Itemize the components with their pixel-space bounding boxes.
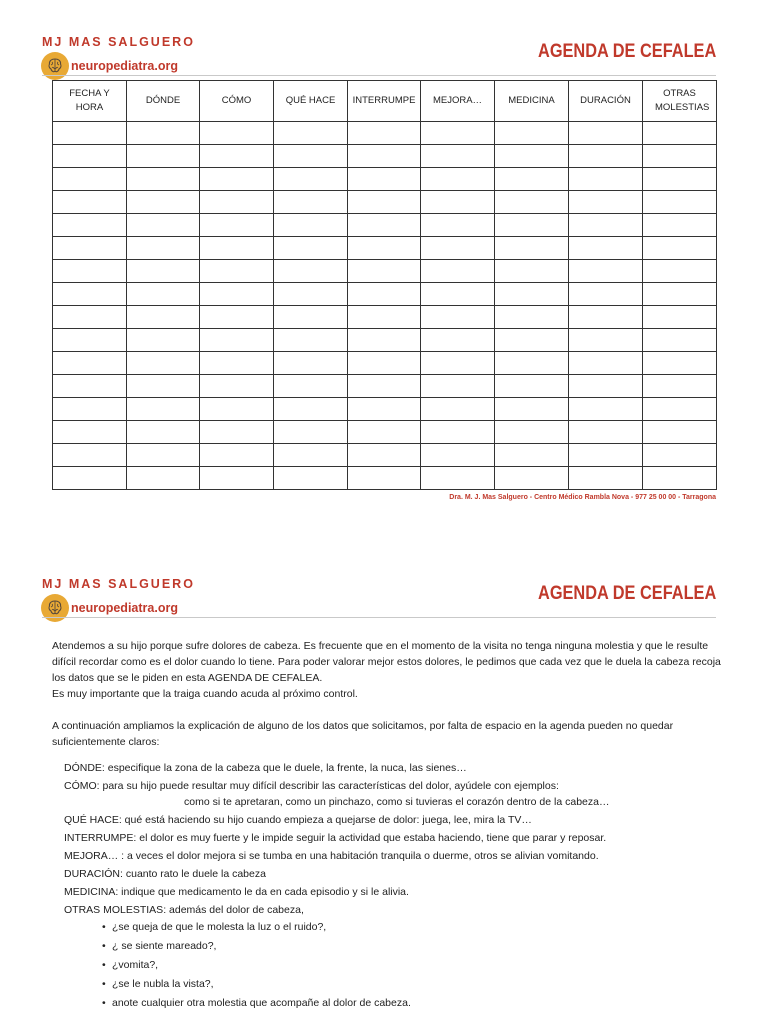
table-row — [53, 145, 717, 168]
table-cell[interactable] — [127, 237, 200, 260]
table-cell[interactable] — [274, 421, 348, 444]
explanation-paragraph: A continuación ampliamos la explicación de alguno de los datos que solicitamos, por falta de espacio en la agenda pueden no quedar suficientemente claros: — [52, 720, 674, 748]
term: OTRAS MOLESTIAS — [64, 904, 164, 916]
table-cell[interactable] — [569, 283, 643, 306]
symptom-text: ¿se queja de que le molesta la luz o el ruido?, — [112, 921, 327, 933]
table-cell[interactable] — [127, 467, 200, 490]
table-row — [53, 122, 717, 145]
table-cell[interactable] — [643, 214, 717, 237]
table-cell[interactable] — [495, 237, 569, 260]
list-item — [102, 937, 724, 956]
definition-text: : cuanto rato le duele la cabeza — [120, 868, 266, 880]
table-cell[interactable] — [127, 421, 200, 444]
table-cell[interactable] — [200, 329, 274, 352]
table-cell[interactable] — [348, 329, 421, 352]
table-cell[interactable] — [495, 122, 569, 145]
table-cell[interactable] — [495, 214, 569, 237]
table-cell[interactable] — [127, 214, 200, 237]
table-cell[interactable] — [127, 168, 200, 191]
table-cell[interactable] — [53, 168, 127, 191]
table-row — [53, 444, 717, 467]
column-header: CÓMO — [200, 81, 274, 122]
table-cell[interactable] — [53, 145, 127, 168]
table-cell[interactable] — [274, 329, 348, 352]
column-header: QUÉ HACE — [274, 81, 348, 122]
table-cell[interactable] — [127, 306, 200, 329]
como-examples: como si te apretaran, como un pinchazo, como si tuvieras el corazón dentro de la cabeza… — [184, 796, 610, 808]
table-row — [53, 329, 717, 352]
table-cell[interactable] — [348, 283, 421, 306]
definition-text: : qué está haciendo su hijo cuando empieza a quejarse de dolor: juega, lee, mira la TV… — [118, 814, 532, 826]
symptom-text: ¿vomita?, — [112, 959, 159, 971]
table-cell[interactable] — [569, 145, 643, 168]
table-cell[interactable] — [569, 352, 643, 375]
definitions-list — [64, 760, 724, 1013]
term: CÓMO — [64, 780, 97, 792]
table-cell[interactable] — [127, 352, 200, 375]
intro-paragraph: Atendemos a su hijo porque sufre dolores de cabeza. Es frecuente que en el momento de la visita no tenga ninguna molestia y que le resulte difícil recordar como es el dolor cuando lo tiene. Para poder valorar mejor estos dolores, le pedimos que cada vez que le duela la cabeza recoja los datos que se le piden en esta AGENDA DE CEFALEA. — [52, 640, 721, 684]
header-divider — [42, 617, 716, 618]
table-cell[interactable] — [569, 329, 643, 352]
column-header: OTRAS MOLESTIAS — [643, 81, 717, 122]
table-cell[interactable] — [643, 260, 717, 283]
table-cell[interactable] — [274, 122, 348, 145]
table-cell[interactable] — [274, 237, 348, 260]
table-row — [53, 421, 717, 444]
table-cell[interactable] — [643, 145, 717, 168]
column-header: INTERRUMPE — [348, 81, 421, 122]
table-cell[interactable] — [569, 444, 643, 467]
table-cell[interactable] — [200, 421, 274, 444]
page-title: AGENDA DE CEFALEA — [537, 583, 716, 604]
table-cell[interactable] — [274, 214, 348, 237]
definition-donde — [64, 760, 724, 776]
table-cell[interactable] — [569, 237, 643, 260]
header-divider — [42, 75, 716, 76]
table-cell[interactable] — [53, 329, 127, 352]
table-cell[interactable] — [643, 352, 717, 375]
table-cell[interactable] — [643, 329, 717, 352]
bullet-icon: • — [102, 959, 106, 971]
table-cell[interactable] — [643, 444, 717, 467]
table-cell[interactable] — [274, 191, 348, 214]
table-header-row — [53, 81, 717, 122]
table-cell[interactable] — [127, 329, 200, 352]
table-cell[interactable] — [200, 168, 274, 191]
definition-medicina — [64, 884, 724, 900]
definition-como — [64, 778, 724, 794]
table-cell[interactable] — [348, 191, 421, 214]
table-cell[interactable] — [274, 398, 348, 421]
table-cell[interactable] — [348, 145, 421, 168]
table-row — [53, 260, 717, 283]
brand-name: MJ MAS SALGUERO — [42, 577, 195, 591]
table-cell[interactable] — [495, 145, 569, 168]
table-cell[interactable] — [643, 421, 717, 444]
table-cell[interactable] — [495, 444, 569, 467]
table-cell[interactable] — [200, 375, 274, 398]
table-cell[interactable] — [53, 306, 127, 329]
table-cell[interactable] — [348, 214, 421, 237]
table-row — [53, 398, 717, 421]
table-cell[interactable] — [274, 306, 348, 329]
table-cell[interactable] — [200, 352, 274, 375]
term: MEJORA… — [64, 850, 119, 862]
instructions — [52, 638, 724, 1013]
table-cell[interactable] — [200, 260, 274, 283]
table-cell[interactable] — [127, 145, 200, 168]
table-cell[interactable] — [127, 260, 200, 283]
definition-interrumpe — [64, 830, 724, 846]
table-cell[interactable] — [569, 168, 643, 191]
table-row — [53, 352, 717, 375]
table-cell[interactable] — [127, 122, 200, 145]
table-cell[interactable] — [421, 145, 495, 168]
table-cell[interactable] — [643, 237, 717, 260]
list-item — [102, 918, 724, 937]
table-cell[interactable] — [421, 122, 495, 145]
table-row — [53, 375, 717, 398]
headache-log-table — [52, 80, 717, 490]
table-cell[interactable] — [348, 260, 421, 283]
table-cell[interactable] — [127, 283, 200, 306]
table-row — [53, 306, 717, 329]
table-cell[interactable] — [643, 168, 717, 191]
table-cell[interactable] — [569, 122, 643, 145]
table-cell[interactable] — [643, 122, 717, 145]
table-cell[interactable] — [495, 306, 569, 329]
table-cell[interactable] — [274, 168, 348, 191]
table-cell[interactable] — [127, 444, 200, 467]
table-cell[interactable] — [643, 191, 717, 214]
table-cell[interactable] — [53, 237, 127, 260]
table-cell[interactable] — [200, 145, 274, 168]
table-cell[interactable] — [569, 421, 643, 444]
table-cell[interactable] — [274, 283, 348, 306]
table-cell[interactable] — [495, 467, 569, 490]
definition-text: : el dolor es muy fuerte y le impide seguir la actividad que estaba haciendo, tiene que parar y reposar. — [133, 832, 607, 844]
table-cell[interactable] — [421, 283, 495, 306]
symptom-text: ¿se le nubla la vista?, — [112, 978, 214, 990]
table-cell[interactable] — [53, 421, 127, 444]
table-cell[interactable] — [421, 467, 495, 490]
table-cell[interactable] — [421, 168, 495, 191]
table-cell[interactable] — [495, 421, 569, 444]
table-cell[interactable] — [53, 398, 127, 421]
page-title: AGENDA DE CEFALEA — [537, 41, 716, 62]
table-cell[interactable] — [643, 375, 717, 398]
table-cell[interactable] — [127, 191, 200, 214]
term: INTERRUMPE — [64, 832, 134, 844]
table-cell[interactable] — [495, 168, 569, 191]
table-cell[interactable] — [421, 398, 495, 421]
table-cell[interactable] — [495, 329, 569, 352]
brand-url[interactable]: neuropediatra.org — [71, 59, 178, 73]
table-cell[interactable] — [421, 260, 495, 283]
term: QUÉ HACE — [64, 814, 119, 826]
table-cell[interactable] — [53, 283, 127, 306]
table-cell[interactable] — [421, 421, 495, 444]
brand-logo — [41, 593, 178, 623]
table-cell[interactable] — [348, 237, 421, 260]
list-item — [102, 956, 724, 975]
column-header: MEDICINA — [495, 81, 569, 122]
bullet-icon: • — [102, 921, 106, 933]
table-cell[interactable] — [348, 467, 421, 490]
bullet-icon: • — [102, 978, 106, 990]
column-header: DÓNDE — [127, 81, 200, 122]
footer-credit: Dra. M. J. Mas Salguero - Centro Médico Rambla Nova - 977 25 00 00 - Tarragona — [449, 494, 716, 501]
table-cell[interactable] — [274, 145, 348, 168]
column-header: MEJORA… — [421, 81, 495, 122]
definition-otras-molestias — [64, 902, 724, 918]
table-cell[interactable] — [643, 467, 717, 490]
column-header: FECHA Y HORA — [53, 81, 127, 122]
table-cell[interactable] — [569, 398, 643, 421]
table-cell[interactable] — [274, 375, 348, 398]
table-cell[interactable] — [421, 306, 495, 329]
definition-mejora — [64, 848, 724, 864]
table-cell[interactable] — [348, 306, 421, 329]
table-cell[interactable] — [53, 191, 127, 214]
table-cell[interactable] — [495, 398, 569, 421]
table-cell[interactable] — [127, 398, 200, 421]
table-cell[interactable] — [421, 329, 495, 352]
definition-text: : además del dolor de cabeza, — [163, 904, 304, 916]
table-cell[interactable] — [200, 306, 274, 329]
table-cell[interactable] — [495, 283, 569, 306]
table-cell[interactable] — [53, 375, 127, 398]
table-cell[interactable] — [200, 214, 274, 237]
table-cell[interactable] — [127, 375, 200, 398]
list-item — [102, 994, 724, 1013]
table-cell[interactable] — [274, 444, 348, 467]
bullet-icon: • — [102, 940, 106, 952]
table-cell[interactable] — [53, 214, 127, 237]
table-cell[interactable] — [53, 352, 127, 375]
table-cell[interactable] — [495, 352, 569, 375]
table-cell[interactable] — [200, 122, 274, 145]
brand-url[interactable]: neuropediatra.org — [71, 601, 178, 615]
column-header: DURACIÓN — [569, 81, 643, 122]
table-cell[interactable] — [53, 260, 127, 283]
table-cell[interactable] — [421, 191, 495, 214]
table-cell[interactable] — [569, 306, 643, 329]
table-cell[interactable] — [200, 444, 274, 467]
table-cell[interactable] — [348, 352, 421, 375]
definition-duracion — [64, 866, 724, 882]
symptom-text: ¿ se siente mareado?, — [112, 940, 217, 952]
table-cell[interactable] — [569, 375, 643, 398]
brand-logo — [41, 51, 178, 81]
table-cell[interactable] — [643, 306, 717, 329]
table-cell[interactable] — [274, 467, 348, 490]
definition-que-hace — [64, 812, 724, 828]
table-cell[interactable] — [495, 191, 569, 214]
table-cell[interactable] — [495, 260, 569, 283]
table-cell[interactable] — [53, 122, 127, 145]
table-row — [53, 191, 717, 214]
brand-name: MJ MAS SALGUERO — [42, 35, 195, 49]
table-cell[interactable] — [643, 398, 717, 421]
term: DÓNDE — [64, 762, 102, 774]
table-cell[interactable] — [643, 283, 717, 306]
important-note: Es muy importante que la traiga cuando acuda al próximo control. — [52, 688, 358, 700]
table-cell[interactable] — [274, 352, 348, 375]
table-cell[interactable] — [569, 214, 643, 237]
definition-text: : a veces el dolor mejora si se tumba en una habitación tranquila o duerme, otros se alivian vomitando. — [118, 850, 599, 862]
table-cell[interactable] — [200, 191, 274, 214]
term: MEDICINA — [64, 886, 116, 898]
symptoms-list — [64, 918, 724, 1013]
bullet-icon: • — [102, 997, 106, 1009]
table-cell[interactable] — [348, 168, 421, 191]
table-cell[interactable] — [569, 191, 643, 214]
table-cell[interactable] — [200, 283, 274, 306]
table-cell[interactable] — [200, 237, 274, 260]
term: DURACIÓN — [64, 868, 121, 880]
table-cell[interactable] — [200, 467, 274, 490]
table-cell[interactable] — [421, 214, 495, 237]
table-row — [53, 237, 717, 260]
table-row — [53, 283, 717, 306]
table-cell[interactable] — [348, 122, 421, 145]
definition-text: : especifique la zona de la cabeza que le duele, la frente, la nuca, las sienes… — [101, 762, 467, 774]
table-cell[interactable] — [348, 398, 421, 421]
table-row — [53, 168, 717, 191]
table-cell[interactable] — [421, 237, 495, 260]
definition-text: : para su hijo puede resultar muy difícil describir las características del dolor, ayúdele con ejemplos: — [96, 780, 559, 792]
table-cell[interactable] — [200, 398, 274, 421]
table-cell[interactable] — [569, 260, 643, 283]
table-cell[interactable] — [348, 421, 421, 444]
definition-text: : indique que medicamento le da en cada episodio y si le alivia. — [115, 886, 409, 898]
table-cell[interactable] — [569, 467, 643, 490]
table-row — [53, 214, 717, 237]
table-cell[interactable] — [53, 444, 127, 467]
table-cell[interactable] — [421, 352, 495, 375]
table-cell[interactable] — [348, 444, 421, 467]
list-item — [102, 975, 724, 994]
table-row — [53, 467, 717, 490]
table-cell[interactable] — [495, 375, 569, 398]
table-cell[interactable] — [274, 260, 348, 283]
symptom-text: anote cualquier otra molestia que acompañe al dolor de cabeza. — [112, 997, 411, 1009]
table-body — [53, 122, 717, 490]
table-cell[interactable] — [53, 467, 127, 490]
table-cell[interactable] — [421, 375, 495, 398]
table-cell[interactable] — [421, 444, 495, 467]
table-cell[interactable] — [348, 375, 421, 398]
